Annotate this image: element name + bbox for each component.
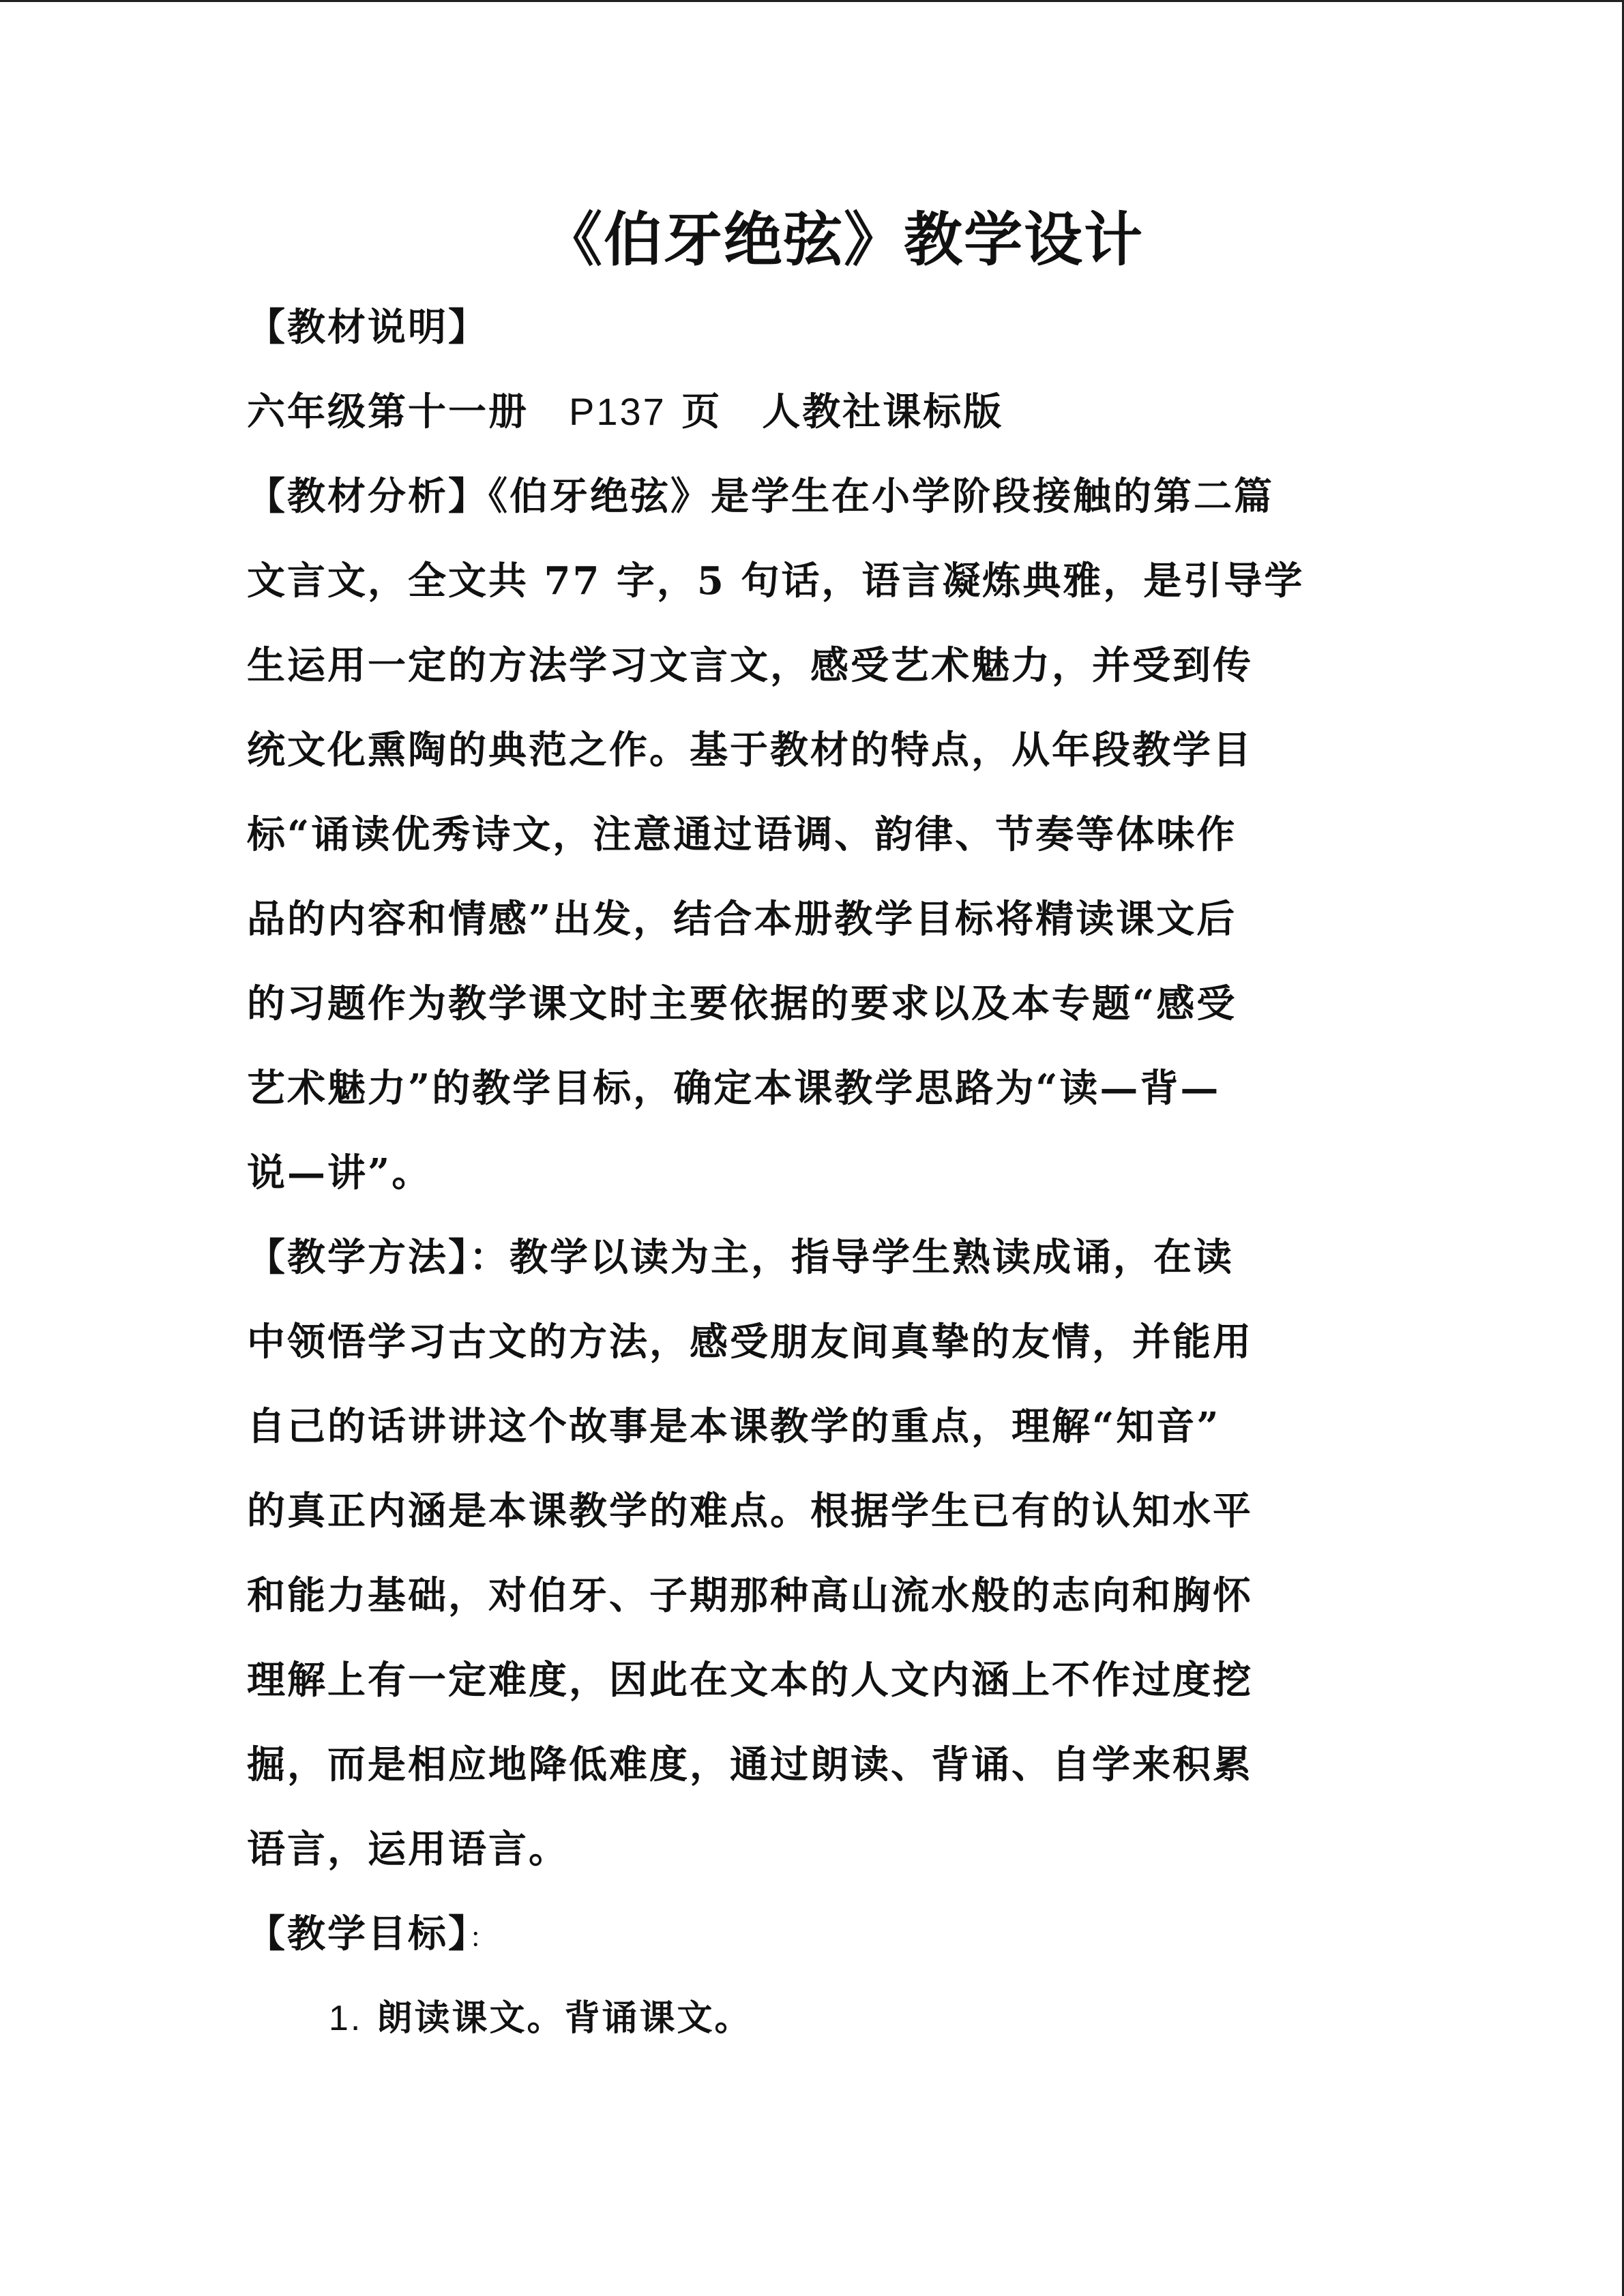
paragraph-line: 生运用一定的方法学习文言文，感受艺术魅力，并受到传 [247,643,1253,688]
paragraph-line: 品的内容和情感”出发，结合本册教学目标将精读课文后 [247,897,1237,942]
goal-item-number: 1. [329,1999,363,2038]
grade-volume-text: 六年级第十一册 [247,389,569,434]
publisher-text: 页 人教社课标版 [666,389,1004,434]
paragraph-line: 【教学方法】：教学以读为主，指导学生熟读成诵，在读 [247,1235,1234,1280]
paragraph-line: 掘，而是相应地降低难度，通过朗读、背诵、自学来积累 [247,1742,1253,1787]
goal-item-text: 朗读课文。背诵课文。 [377,1997,752,2039]
paragraph-line: 中领悟学习古文的方法，感受朋友间真挚的友情，并能用 [247,1320,1253,1365]
paragraph-line: 说—讲”。 [247,1150,432,1195]
paragraph-line: 统文化熏陶的典范之作。基于教材的特点，从年段教学目 [247,728,1253,773]
teaching-goals-heading: 【教学目标】 [247,1911,469,1956]
material-note-line [247,370,1003,454]
paragraph-line: 和能力基础，对伯牙、子期那种高山流水般的志向和胸怀 [247,1573,1253,1618]
paragraph-line: 【教材分析】《伯牙绝弦》是学生在小学阶段接触的第二篇 [247,474,1274,519]
paragraph-line: 的习题作为教学课文时主要依据的要求以及本专题“感受 [247,981,1237,1026]
paragraph-line: 语言，运用语言。 [247,1827,569,1872]
section-heading-material-note: 【教材说明】 [247,305,488,350]
paragraph-line: 的真正内涵是本课教学的难点。根据学生已有的认知水平 [247,1489,1253,1534]
paragraph-line: 标“诵读优秀诗文，注意通过语调、韵律、节奏等体味作 [247,812,1237,857]
paragraph-line: 艺术魅力”的教学目标，确定本课教学思路为“读—背— [247,1066,1221,1111]
paragraph-line: 文言文，全文共 77 字，5 句话，语言凝炼典雅，是引导学 [247,558,1305,603]
document-title: 《伯牙绝弦》教学设计 [544,205,1144,274]
goal-list-item [329,1976,752,2061]
page-number-text: P137 [569,390,666,433]
section-heading-teaching-goals [247,1892,499,1980]
paragraph-line: 理解上有一定难度，因此在文本的人文内涵上不作过度挖 [247,1658,1253,1703]
paragraph-line: 自己的话讲讲这个故事是本课教学的重点，理解“知音” [247,1404,1221,1449]
teaching-goals-colon: ： [469,1922,499,1954]
